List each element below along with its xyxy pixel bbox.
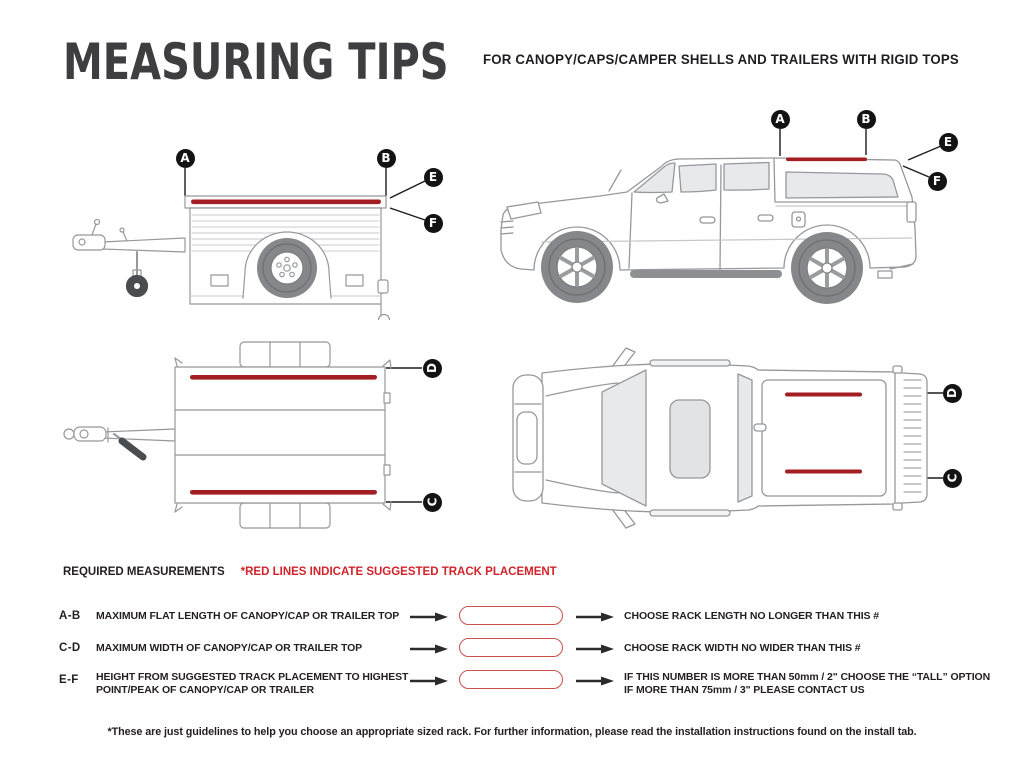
arrow-right-icon [410,612,448,622]
row-result: CHOOSE RACK LENGTH NO LONGER THAN THIS # [624,610,880,622]
marker-a: A [176,149,195,168]
truck-art [513,348,927,528]
truck-art [501,158,916,304]
row-key: E-F [59,674,79,686]
trailer-side-art [40,120,460,320]
marker-e: E [939,133,958,152]
row-result: CHOOSE RACK WIDTH NO WIDER THAN THIS # [624,642,861,654]
track-line [785,393,862,397]
truck-top-art [500,340,980,540]
truck-side-art [480,100,1000,320]
measurement-blank-field [459,670,563,689]
trailer-side-view-diagram [40,120,460,320]
trailer-art [73,196,390,320]
page-subtitle: FOR CANOPY/CAPS/CAMPER SHELLS AND TRAILERS WITH RIGID TOPS [483,52,959,67]
track-line [190,375,377,380]
measurement-blank-field [459,606,563,625]
row-key: C-D [59,642,81,654]
marker-b: B [377,149,396,168]
red-lines-note: *RED LINES INDICATE SUGGESTED TRACK PLACEMENT [240,566,557,578]
page-title: MEASURING TIPS [63,33,449,91]
track-line [190,490,377,495]
leader-lines [386,368,422,502]
measurement-blank-field [459,638,563,657]
row-key: A-B [59,610,81,622]
row-result: IF THIS NUMBER IS MORE THAN 50mm / 2" CHOOSE THE “TALL” OPTION IF MORE THAN 75mm / 3" PLEASE CONTACT US [624,671,991,696]
truck-side-view-diagram [480,100,1000,320]
row-description: HEIGHT FROM SUGGESTED TRACK PLACEMENT TO HIGHEST POINT/PEAK OF CANOPY/CAP OR TRAILER [96,671,409,696]
marker-a: A [771,110,790,129]
marker-c: C [943,469,962,488]
trailer-top-view-diagram [30,330,460,545]
track-line [191,200,381,205]
legend-line [63,566,557,578]
required-measurements-heading: REQUIRED MEASUREMENTS [63,566,225,578]
arrow-right-icon [576,644,614,654]
track-line [785,470,862,474]
row-description: MAXIMUM FLAT LENGTH OF CANOPY/CAP OR TRAILER TOP [96,610,400,622]
marker-e: E [424,168,443,187]
truck-top-view-diagram [500,340,980,540]
marker-c: C [423,493,442,512]
trailer-top-art [30,330,460,545]
row-description: MAXIMUM WIDTH OF CANOPY/CAP OR TRAILER TOP [96,642,363,654]
footnote: *These are just guidelines to help you choose an appropriate sized rack. For further information, please read the installation instructions found on the install tab. [107,726,917,738]
marker-f: F [928,172,947,191]
measurement-row-ef [0,666,1024,706]
arrow-right-icon [576,676,614,686]
arrow-right-icon [410,644,448,654]
marker-f: F [424,214,443,233]
marker-d: D [943,384,962,403]
trailer-art [64,342,391,528]
arrow-right-icon [576,612,614,622]
marker-d: D [423,359,442,378]
marker-b: B [857,110,876,129]
track-line [786,158,867,162]
arrow-right-icon [410,676,448,686]
